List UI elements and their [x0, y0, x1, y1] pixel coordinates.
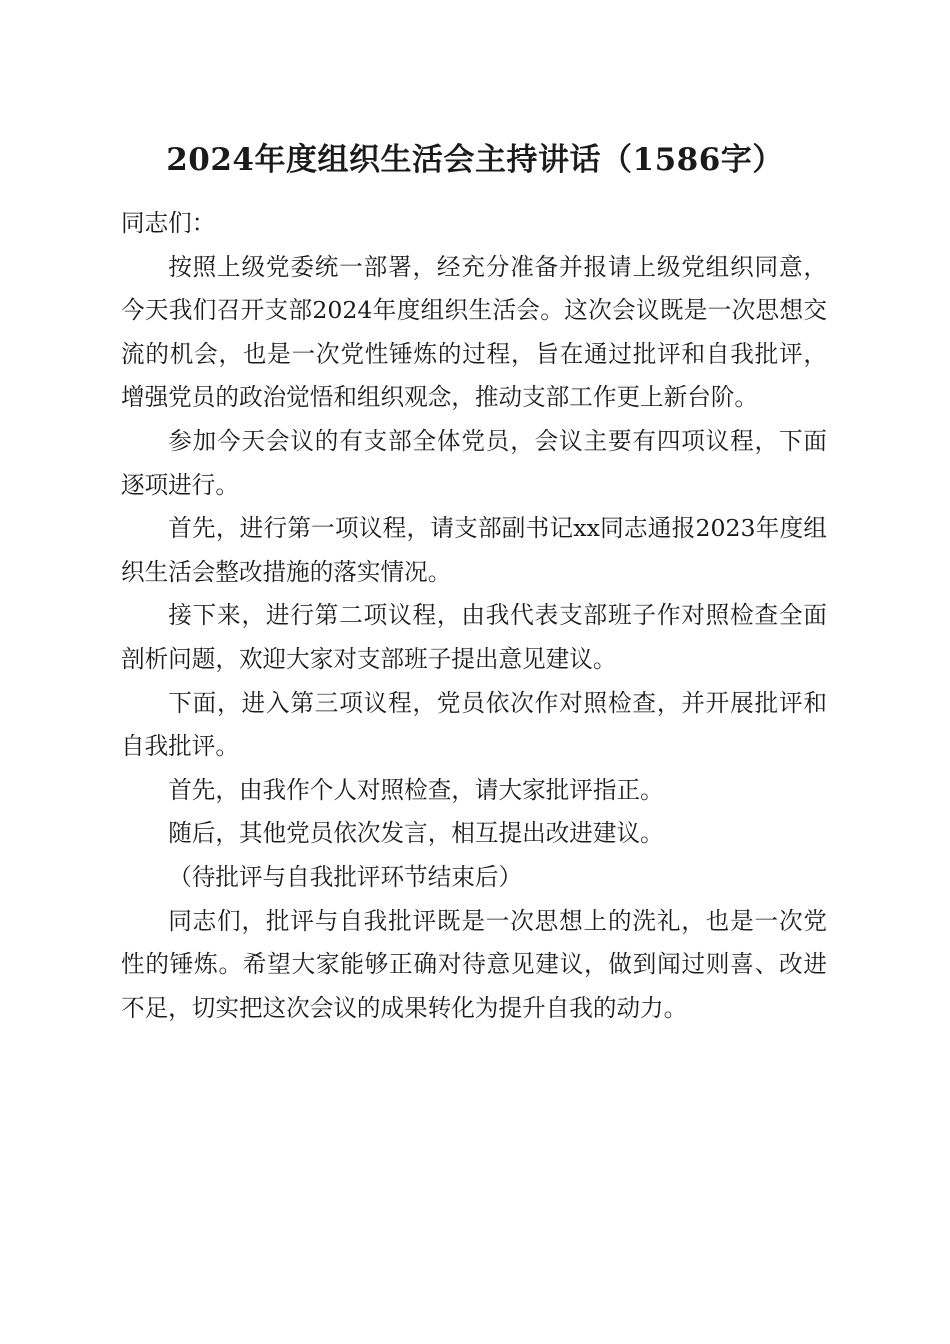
salutation: 同志们：	[121, 209, 216, 237]
paragraph-agenda-2: 接下来，进行第二项议程，由我代表支部班子作对照检查全面剖析问题，欢迎大家对支部班子提出意见建议。	[121, 601, 827, 673]
paragraph-self-check: 首先，由我作个人对照检查，请大家批评指正。	[168, 775, 664, 804]
paragraph-attendance: 参加今天会议的有支部全体党员，会议主要有四项议程，下面逐项进行。	[121, 426, 827, 499]
paragraph-agenda-3: 下面，进入第三项议程，党员依次作对照检查，并开展批评和自我批评。	[121, 688, 827, 761]
paragraph-agenda-1: 首先，进行第一项议程，请支部副书记xx同志通报2023年度组织生活会整改措施的落实情况。	[121, 514, 827, 586]
paragraph-summary: 同志们，批评与自我批评既是一次思想上的洗礼，也是一次党性的锤炼。希望大家能够正确对待意见建议，做到闻过则喜、改进不足，切实把这次会议的成果转化为提升自我的动力。	[121, 906, 827, 1022]
paragraph-opening: 按照上级党委统一部署，经充分准备并报请上级党组织同意，今天我们召开支部2024年度组织生活会。这次会议既是一次思想交流的机会，也是一次党性锤炼的过程，旨在通过批评和自我批评，增强党员的政治觉悟和组织观念，推动支部工作更上新台阶。	[121, 252, 827, 412]
document-body	[121, 202, 827, 1030]
document-title: 2024年度组织生活会主持讲话（1586字）	[166, 142, 784, 178]
paragraph-others-speak: 随后，其他党员依次发言，相互提出改进建议。	[168, 819, 664, 848]
paragraph-stage-note: （待批评与自我批评环节结束后）	[168, 862, 523, 891]
